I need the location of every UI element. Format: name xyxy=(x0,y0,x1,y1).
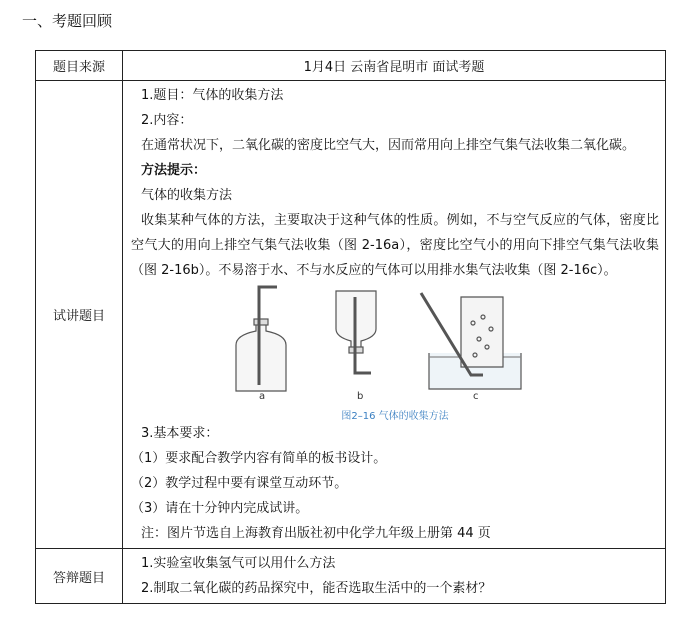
lecture-content xyxy=(123,81,666,549)
lecture-row xyxy=(36,81,666,549)
exam-table xyxy=(35,50,666,604)
figure-label-b: b xyxy=(357,391,364,402)
defense-label: 答辩题目 xyxy=(36,549,123,604)
method-title: 方法提示： xyxy=(141,163,207,178)
requirement-item: （1）要求配合教学内容有简单的板书设计。 xyxy=(131,451,387,466)
defense-content xyxy=(123,549,666,604)
defense-question: 1.实验室收集氢气可以用什么方法 xyxy=(141,556,336,571)
apparatus-downward-air-icon xyxy=(336,291,376,373)
figure-label-c: c xyxy=(473,391,479,402)
requirement-item: （2）教学过程中要有课堂互动环节。 xyxy=(131,476,348,491)
source-value: 1月4日 云南省昆明市 面试考题 xyxy=(123,51,666,81)
figure-note: 注：图片节选自上海教育出版社初中化学九年级上册第 44 页 xyxy=(141,526,491,541)
figure-label-a: a xyxy=(259,391,266,402)
defense-question: 2.制取二氧化碳的药品探究中，能否选取生活中的一个素材？ xyxy=(141,581,492,596)
method-text: 收集某种气体的方法，主要取决于这种气体的性质。例如，不与空气反应的气体，密度比空气大的用向上排空气集气法收集（图 2-16a），密度比空气小的用向下排空气集气法收集（图 2-16b）。不易溶于水、不与水反应的气体可以用排水集气法收集（图 2-16c）。 xyxy=(131,213,659,278)
gas-collection-figure xyxy=(131,283,659,421)
figure-caption: 图2–16 气体的收集方法 xyxy=(341,411,449,422)
requirements-title: 3.基本要求： xyxy=(141,426,219,441)
defense-row xyxy=(36,549,666,604)
lecture-label: 试讲题目 xyxy=(36,81,123,549)
lecture-topic: 1.题目：气体的收集方法 xyxy=(141,88,284,103)
source-row xyxy=(36,51,666,81)
section-title: 一、考题回顾 xyxy=(22,12,113,30)
lecture-content-label: 2.内容： xyxy=(141,113,193,128)
apparatus-water-displacement-icon xyxy=(421,293,521,389)
requirement-item: （3）请在十分钟内完成试讲。 xyxy=(131,501,309,516)
method-subtitle: 气体的收集方法 xyxy=(141,188,233,203)
apparatus-upward-air-icon xyxy=(236,287,286,391)
figure-drawing xyxy=(131,283,651,421)
source-label: 题目来源 xyxy=(36,51,123,81)
lecture-content-text: 在通常状况下，二氧化碳的密度比空气大，因而常用向上排空气集气法收集二氧化碳。 xyxy=(141,138,636,153)
